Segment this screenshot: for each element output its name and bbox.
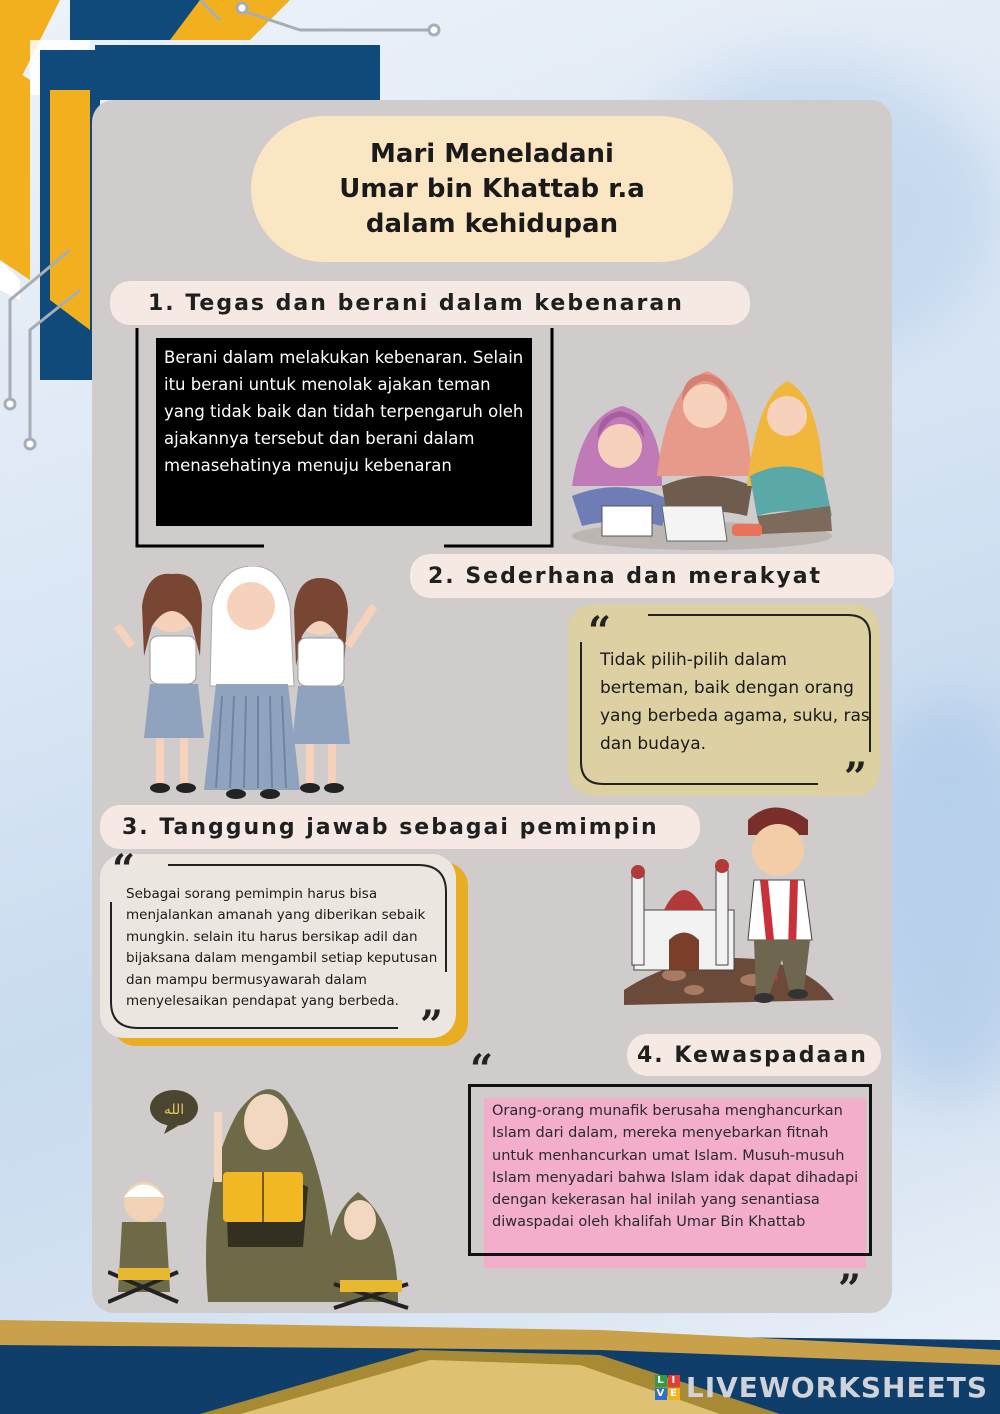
section-1-body: Berani dalam melakukan kebenaran. Selain itu berani untuk menolak ajakan teman yang tidak baik dan tidah terpengaruh oleh ajakannya tersebut dan berani dalam menasehatinya menuju kebenaran bbox=[164, 348, 524, 475]
section-2-body: Tidak pilih-pilih dalam berteman, baik dengan orang yang berbeda agama, suku, ras dan budaya. bbox=[600, 650, 870, 754]
family-quran-illustration bbox=[108, 1072, 424, 1322]
section-3-body: Sebagai sorang pemimpin harus bisa menjalankan amanah yang diberikan sebaik mungkin. selain itu harus bersikap adil dan bijaksana dalam mengambil setiap keputusan dan mampu bermusyawarah dalam menyelesaikan pendapat yang berbeda. bbox=[126, 886, 438, 1010]
section-2-heading bbox=[410, 554, 894, 598]
liveworksheets-watermark bbox=[655, 1371, 988, 1404]
section-4-heading bbox=[627, 1034, 881, 1076]
section-3-heading-text: 3. Tanggung jawab sebagai pemimpin bbox=[122, 814, 659, 840]
logo-letter: I bbox=[668, 1375, 680, 1387]
section-2-heading-text: 2. Sederhana dan merakyat bbox=[428, 563, 823, 589]
school-girls-illustration bbox=[112, 566, 382, 802]
open-quote-icon: “ bbox=[588, 608, 612, 655]
section-1-heading bbox=[110, 281, 750, 325]
section-1-box bbox=[156, 338, 532, 526]
section-3-heading bbox=[100, 805, 700, 849]
close-quote-icon: ” bbox=[838, 1266, 862, 1313]
speech-bubble-text: الله bbox=[163, 1102, 185, 1118]
title-line-2: Umar bin Khattab r.a bbox=[339, 173, 645, 204]
open-quote-icon: “ bbox=[470, 1046, 494, 1093]
section-4-heading-text: 4. Kewaspadaan bbox=[637, 1042, 868, 1068]
logo-letter: V bbox=[656, 1388, 666, 1399]
open-quote-icon: “ bbox=[112, 846, 136, 893]
section-4-body: Orang-orang munafik berusaha menghancurkan Islam dari dalam, mereka menyebarkan fitnah untuk menhancurkan umat Islam. Musuh-musuh Islam menyadari bahwa Islam idak dapat dihadapi dengan kekerasan hal inilah yang senantiasa diwaspadai oleh khalifah Umar Bin Khattab bbox=[492, 1103, 859, 1231]
logo-letter: E bbox=[668, 1388, 680, 1400]
title-line-3: dalam kehidupan bbox=[365, 208, 619, 239]
title-line-1: Mari Meneladani bbox=[370, 138, 614, 169]
liveworksheets-logo-icon bbox=[655, 1375, 680, 1400]
section-1-heading-text: 1. Tegas dan berani dalam kebenaran bbox=[148, 290, 684, 316]
page-title bbox=[251, 116, 733, 262]
logo-letter: L bbox=[655, 1375, 667, 1387]
boy-mosque-illustration bbox=[624, 800, 836, 1010]
watermark-text: LIVEWORKSHEETS bbox=[685, 1371, 988, 1404]
close-quote-icon: ” bbox=[844, 754, 868, 801]
close-quote-icon: ” bbox=[420, 1002, 444, 1049]
girls-studying-illustration bbox=[562, 356, 838, 556]
